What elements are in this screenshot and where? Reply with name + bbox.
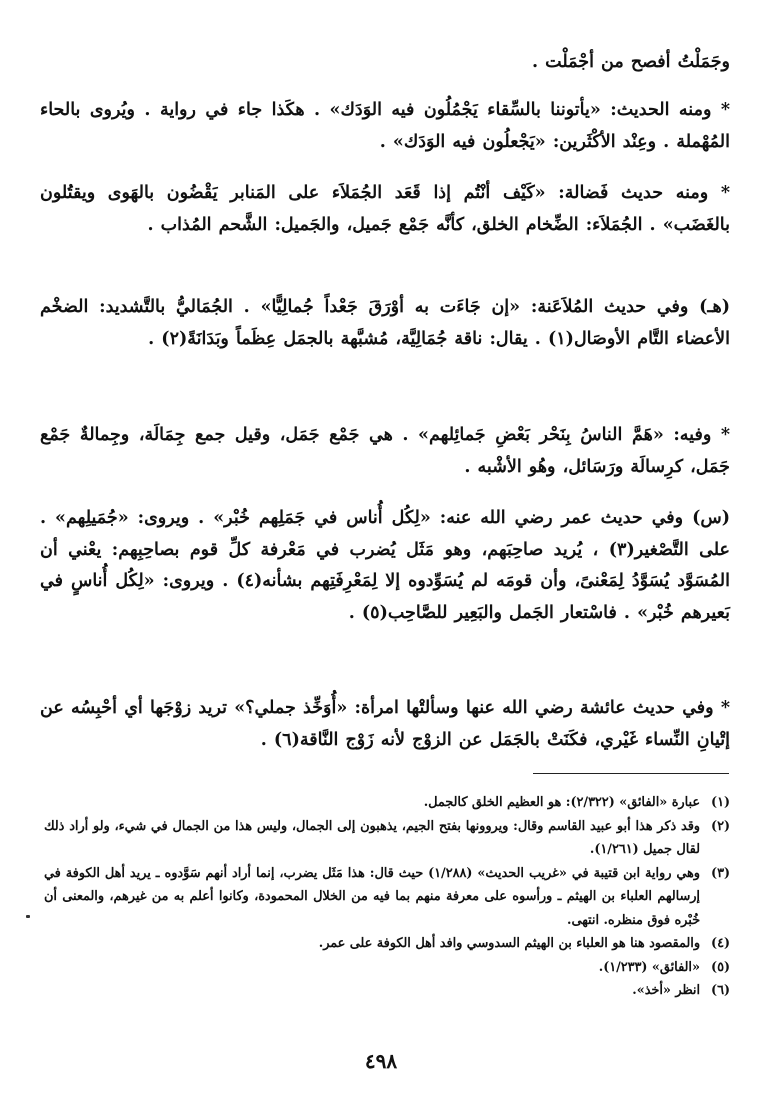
entry-paragraph: (هـ) وفي حديث المُلاَعَنة: «إن جَاءَت به أوْرَقَ جَعْداً جُمالِيًّا» . الجُمَاليُّ بالتَّشديد: الضخْم الأعضاء التَّام الأوصَال(١) . يقال: ناقة جُمَالِيَّة، مُشبَّهة بالجمَل عِظَماً وبَدَانَةً(٢) . xyxy=(40,297,730,349)
footnote-item xyxy=(44,956,730,980)
footnote-item xyxy=(44,932,730,956)
footnotes-section xyxy=(44,791,730,1003)
footnote-item xyxy=(44,815,730,862)
entry-paragraph: * وفي حديث عائشة رضي الله عنها وسألتْها امرأة: «أُوَخِّذ جملي؟» تريد زوْجَها أي أحْبِسُه عن إتْيانِ النِّساء غَيْري، فكَنَتْ بالجَمَل عن الزوْج لأنه زَوْج النَّاقة(٦) . xyxy=(40,698,730,750)
footnote-text: والمقصود هنا هو العلباء بن الهيثم السدوسي وافد أهل الكوفة على عمر. xyxy=(318,936,700,951)
footnote-text: «الفائق» (١/٢٣٣). xyxy=(598,959,700,975)
footnote-text: وقد ذكر هذا أبو عبيد القاسم وقال: ويروونها بفتح الجيم، يذهبون إلى الجمال، وليس هذا من الجمال في شيء، ولو أراد ذلك لقال جميل (١/٢٦١). xyxy=(44,818,700,857)
footnote-number: (٣) xyxy=(711,865,730,881)
footnote-number: (٢) xyxy=(711,818,730,834)
footnote-number: (٦) xyxy=(711,983,730,998)
scan-speck xyxy=(26,915,30,918)
footnote-divider xyxy=(533,773,729,774)
page-number: ٤٩٨ xyxy=(364,1049,398,1073)
footnote-text: وهي رواية ابن قتيبة في «غريب الحديث» (١/٢٨٨) حيث قال: هذا مَثَل يضرب، إنما أراد أنهم سَوَّدوه ـ يريد أهل الكوفة في إرسالهم العلباء بن الهيثم ـ ورأسوه على معرفة منهم بما فيه من الخلال المحمودة، وكانوا أعلم به من غيرهم، والمعنى أن خُبْره فوق منظره. انتهى. xyxy=(44,865,700,928)
footnote-number: (٤) xyxy=(711,936,730,951)
footnote-number: (١) xyxy=(711,795,730,810)
entry-paragraph: * وفيه: «هَمَّ الناسُ بِنَحْر بَعْضِ جَمائِلهم» . هي جَمْع جَمَل، وقيل جمع جِمَالَة، وجِمالةٌ جَمْع جَمَل، كرِسالَة ورَسَائل، وهُو الأشْبه . xyxy=(40,425,730,477)
footnote-item xyxy=(44,791,730,815)
entry-paragraph: * ومنه حديث فَضالة: «كَيْف أنْتُم إذا قَعَد الجُمَلاَء على المَنابر يَقْضُون بالهَوى ويقتُلون بالغَضَب» . الجُمَلاَء: الضِّخام الخلق، كأنَّه جَمْع جَميل، والجَميل: الشَّحم المُذاب . xyxy=(40,183,730,235)
footnote-text: انظر «أخذ». xyxy=(632,983,700,998)
footnote-item xyxy=(44,979,730,1003)
footnote-item xyxy=(44,862,730,933)
entry-paragraph: وجَمَلْتُ أفصح من أجْمَلْت . xyxy=(532,52,730,72)
footnote-number: (٥) xyxy=(711,959,730,975)
footnote-text: عبارة «الفائق» (٢/٣٢٢): هو العظيم الخلق كالجمل. xyxy=(423,795,700,810)
entry-paragraph: * ومنه الحديث: «يأتوننا بالسِّقاء يَجْمُلُون فيه الوَدَك» . هكَذا جاء في رواية . ويُروى بالحاء المُهْملة . وعِنْد الأكْثَرين: «يَجْعلُون فيه الوَدَك» . xyxy=(40,100,730,152)
entry-paragraph: (س) وفي حديث عمر رضي الله عنه: «لِكُل أُناس في جَمَلِهم خُبْر» . ويروى: «جُمَيلِهم» . على التَّصْغير(٣) ، يُريد صاحِبَهم، وهو مَثَل يُضرب في مَعْرفة كلِّ قوم بصاحِبِهم: يعْني أن المُسَوَّد يُسَوَّدُ لِمَعْنىً، وأن قومَه لم يُسَوِّدوه إلا لِمَعْرِفَتِهم بشأنه(٤) . ويروى: «لِكُل أُناسٍ في بَعيرهم خُبْر» . فاسْتعار الجَمل والبَعِير للصَّاحِب(٥) . xyxy=(40,508,730,623)
